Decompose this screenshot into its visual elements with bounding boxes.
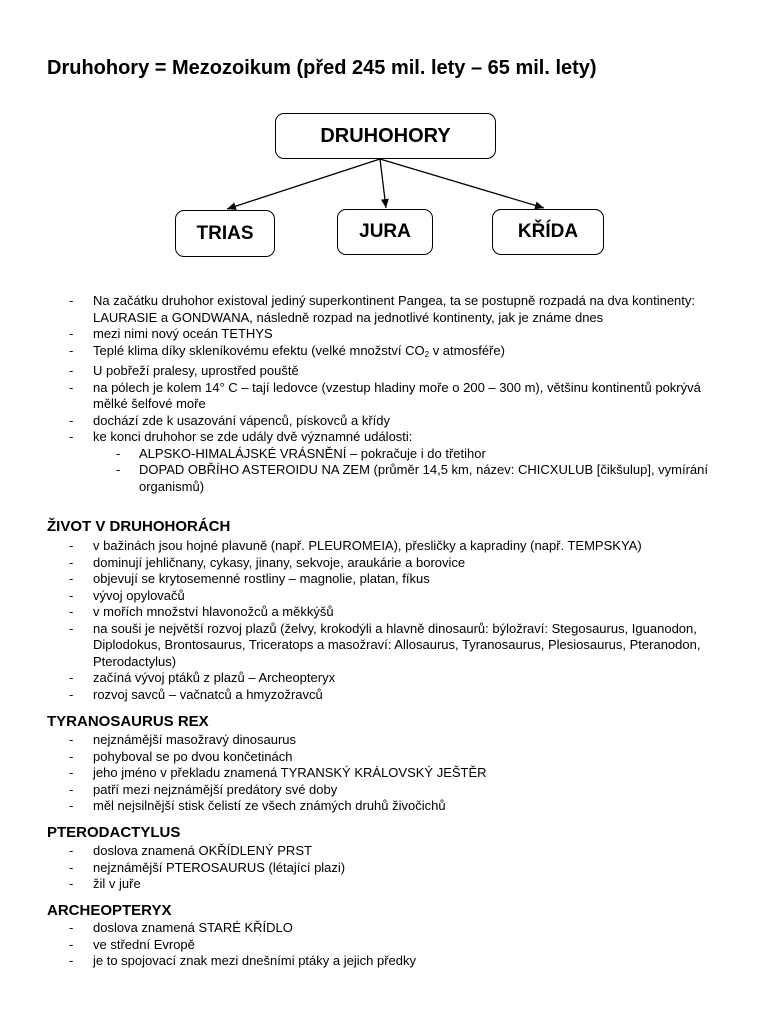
box-trias (175, 210, 275, 257)
box-krida (492, 209, 604, 255)
co2-text: Teplé klima díky skleníkovému efektu (velké množství CO (93, 342, 425, 358)
ptero-list (93, 843, 713, 893)
sublist-item: - DOPAD OBŘÍHO ASTEROIDU NA ZEM (průměr 14,5 km, název: CHICXULUB [čikšulup], vymírání organismů) (139, 462, 713, 495)
list-item: - je to spojovací znak mezi dnešními ptáky a jejich předky (93, 953, 713, 970)
list-item: - mezi nimi nový oceán TETHYS (93, 326, 713, 343)
list-item: - na pólech je kolem 14° C – tají ledovce (vzestup hladiny moře o 200 – 300 m), většinu kontinentů pokrývá mělké šelfové moře (93, 380, 713, 413)
arrow-to-trias (227, 159, 380, 209)
list-item: - měl nejsilnější stisk čelistí ze všech známých druhů živočichů (93, 798, 713, 815)
list-item: - žil v juře (93, 876, 713, 893)
list-item: - ve střední Evropě (93, 937, 713, 954)
list-item: - Na začátku druhohor existoval jediný superkontinent Pangea, ta se postupně rozpadá na dva kontinenty: LAURASIE a GONDWANA, následně rozpad na jednotlivé kontinenty, jak je známe dnes (93, 293, 713, 326)
co2-rest: v atmosféře) (429, 342, 505, 358)
list-item: - doslova znamená STARÉ KŘÍDLO (93, 920, 713, 937)
list-item (93, 429, 713, 495)
box-jura (337, 209, 433, 255)
list-item: - jeho jméno v překladu znamená TYRANSKÝ KRÁLOVSKÝ JEŠTĚR (93, 765, 713, 782)
list-item: - v bažinách jsou hojné plavuně (např. PLEUROMEIA), přesličky a kapradiny (např. TEMPSKYA) (93, 538, 713, 555)
box-druhohory-label: DRUHOHORY (320, 124, 451, 147)
list-item: - v mořích množství hlavonožců a měkkýšů (93, 604, 713, 621)
list-item: - dominují jehličnany, cykasy, jinany, sekvoje, araukárie a borovice (93, 555, 713, 572)
list-item: - U pobřeží pralesy, uprostřed pouště (93, 363, 713, 380)
heading-ptero: PTERODACTYLUS (47, 824, 181, 841)
events-sublist (93, 446, 713, 496)
list-item: - vývoj opylovačů (93, 588, 713, 605)
zivot-list (93, 538, 713, 703)
list-item: - na souši je největší rozvoj plazů (želvy, krokodýli a hlavně dinosaurů: býložraví: Stegosaurus, Iguanodon, Diplodokus, Brontosaurus, Triceratops a masožraví: Allosaurus, Tyranosaurus, Plesiosaurus, Pteranodon, Pterodactylus) (93, 621, 713, 671)
list-item: - objevují se krytosemenné rostliny – magnolie, platan, fíkus (93, 571, 713, 588)
list-item: - dochází zde k usazování vápenců, pískovců a křídy (93, 413, 713, 430)
box-krida-label: KŘÍDA (517, 221, 579, 242)
sublist-item: - ALPSKO-HIMALÁJSKÉ VRÁSNĚNÍ – pokračuje i do třetihor (139, 446, 713, 463)
heading-trex: TYRANOSAURUS REX (47, 713, 209, 730)
list-item: - rozvoj savců – vačnatců a hmyzožravců (93, 687, 713, 704)
intro-list (93, 293, 713, 495)
heading-zivot: ŽIVOT V DRUHOHORÁCH (47, 518, 231, 535)
page-title: Druhohory = Mezozoikum (před 245 mil. lety – 65 mil. lety) (47, 57, 597, 79)
co2-subscript: 2 (424, 349, 430, 359)
heading-archeo: ARCHEOPTERYX (47, 902, 172, 919)
list-item-text: ke konci druhohor se zde udály dvě významné události: (93, 429, 413, 444)
list-item (93, 343, 713, 364)
arrow-to-krida (380, 159, 544, 208)
list-item: - doslova znamená OKŘÍDLENÝ PRST (93, 843, 713, 860)
box-jura-label: JURA (359, 221, 411, 242)
list-item: - nejznámější masožravý dinosaurus (93, 732, 713, 749)
list-item: - patří mezi nejznámější predátory své doby (93, 782, 713, 799)
archeo-list (93, 920, 713, 970)
list-item: - začíná vývoj ptáků z plazů – Archeopteryx (93, 670, 713, 687)
trex-list (93, 732, 713, 815)
list-item: - pohyboval se po dvou končetinách (93, 749, 713, 766)
box-druhohory (275, 113, 496, 159)
arrow-to-jura (380, 159, 386, 208)
box-trias-label: TRIAS (196, 222, 254, 244)
list-item: - nejznámější PTEROSAURUS (létající plazi) (93, 860, 713, 877)
